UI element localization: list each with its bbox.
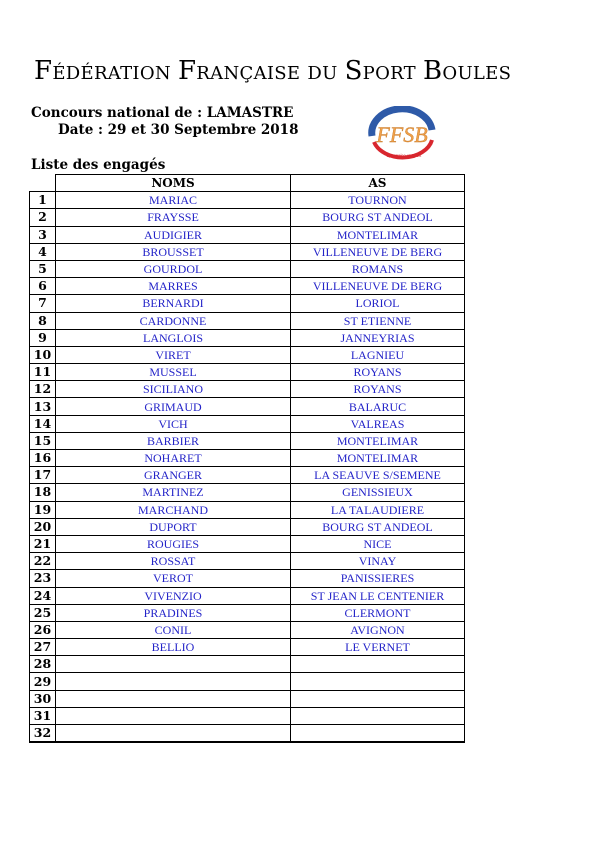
cell-nom: VIVENZIO [56,587,291,604]
cell-nom [56,673,291,690]
table-row [30,381,465,398]
cell-as [291,725,465,743]
cell-as: VILLENEUVE DE BERG [291,278,465,295]
cell-as: TOURNON [291,192,465,209]
table-row [30,707,465,724]
table-row [30,450,465,467]
row-number: 5 [30,260,56,277]
table-row [30,501,465,518]
row-number: 25 [30,604,56,621]
table-row [30,553,465,570]
row-number: 31 [30,707,56,724]
row-number: 14 [30,415,56,432]
row-number: 19 [30,501,56,518]
cell-nom: BARBIER [56,432,291,449]
table-row [30,656,465,673]
logo-top-text: Boule [395,114,409,120]
cell-as: CLERMONT [291,604,465,621]
table-row [30,690,465,707]
row-number: 22 [30,553,56,570]
cell-as: MONTELIMAR [291,450,465,467]
row-number: 6 [30,278,56,295]
table-row [30,639,465,656]
table-row [30,673,465,690]
cell-nom: ROSSAT [56,553,291,570]
table-row [30,192,465,209]
table-row [30,570,465,587]
cell-as [291,673,465,690]
table-row [30,226,465,243]
cell-nom: GRANGER [56,467,291,484]
cell-nom: BROUSSET [56,243,291,260]
entries-table [29,174,465,743]
row-number: 23 [30,570,56,587]
column-header-as: AS [291,175,465,192]
cell-as [291,707,465,724]
row-number: 17 [30,467,56,484]
row-number: 26 [30,621,56,638]
federation-title [34,56,518,86]
row-number: 24 [30,587,56,604]
table-row [30,364,465,381]
title-word: Sport [344,56,416,86]
date-label: Date : 29 et 30 Septembre 2018 [58,122,299,138]
row-number: 32 [30,725,56,743]
row-number: 3 [30,226,56,243]
cell-nom: VIRET [56,346,291,363]
cell-nom: MARIAC [56,192,291,209]
table-row [30,295,465,312]
row-number: 21 [30,535,56,552]
cell-as: ROYANS [291,364,465,381]
table-row [30,621,465,638]
table-row [30,243,465,260]
cell-nom: VICH [56,415,291,432]
cell-nom: GOURDOL [56,260,291,277]
cell-nom: CONIL [56,621,291,638]
cell-nom: AUDIGIER [56,226,291,243]
row-number: 10 [30,346,56,363]
table-row [30,467,465,484]
logo-letters: FFSB [376,122,428,147]
table-row [30,398,465,415]
cell-as: NICE [291,535,465,552]
row-number: 15 [30,432,56,449]
cell-as: LORIOL [291,295,465,312]
table-row [30,346,465,363]
row-number: 7 [30,295,56,312]
row-number: 13 [30,398,56,415]
cell-nom: CARDONNE [56,312,291,329]
cell-nom: SICILIANO [56,381,291,398]
contest-label: Concours national de : LAMASTRE [31,105,294,121]
table-body [30,192,465,743]
title-word: du [307,56,338,86]
row-number: 4 [30,243,56,260]
cell-as: JANNEYRIAS [291,329,465,346]
cell-nom [56,690,291,707]
cell-as: LA SEAUVE S/SEMENE [291,467,465,484]
row-number: 28 [30,656,56,673]
cell-as: GENISSIEUX [291,484,465,501]
ffsb-logo [364,106,440,164]
table-row [30,260,465,277]
table-row [30,604,465,621]
cell-as: LE VERNET [291,639,465,656]
table-row [30,415,465,432]
cell-as: VILLENEUVE DE BERG [291,243,465,260]
cell-nom: PRADINES [56,604,291,621]
cell-as: BOURG ST ANDEOL [291,518,465,535]
cell-as: ROYANS [291,381,465,398]
list-label: Liste des engagés [31,157,166,173]
cell-nom: VEROT [56,570,291,587]
cell-as: VALREAS [291,415,465,432]
cell-nom [56,656,291,673]
row-number: 30 [30,690,56,707]
cell-nom: MARRES [56,278,291,295]
column-header-noms: NOMS [56,175,291,192]
header-blank-cell [30,175,56,192]
title-word: Française [177,56,301,86]
cell-nom: MUSSEL [56,364,291,381]
row-number: 1 [30,192,56,209]
cell-as: MONTELIMAR [291,226,465,243]
cell-nom: DUPORT [56,518,291,535]
cell-nom: NOHARET [56,450,291,467]
cell-as: ST ETIENNE [291,312,465,329]
table-row [30,518,465,535]
cell-as: PANISSIERES [291,570,465,587]
cell-nom [56,707,291,724]
cell-nom: LANGLOIS [56,329,291,346]
table-row [30,278,465,295]
table-row [30,535,465,552]
cell-as: VINAY [291,553,465,570]
cell-as: AVIGNON [291,621,465,638]
table-header-row [30,175,465,192]
row-number: 27 [30,639,56,656]
cell-nom: BELLIO [56,639,291,656]
row-number: 18 [30,484,56,501]
table-row [30,312,465,329]
cell-as: MONTELIMAR [291,432,465,449]
cell-as: ROMANS [291,260,465,277]
title-word: Fédération [34,56,171,86]
row-number: 12 [30,381,56,398]
row-number: 20 [30,518,56,535]
cell-nom: FRAYSSE [56,209,291,226]
cell-as: BOURG ST ANDEOL [291,209,465,226]
cell-as: ST JEAN LE CENTENIER [291,587,465,604]
cell-as: LA TALAUDIERE [291,501,465,518]
row-number: 11 [30,364,56,381]
row-number: 29 [30,673,56,690]
title-word: Boules [422,56,512,86]
cell-nom: GRIMAUD [56,398,291,415]
row-number: 9 [30,329,56,346]
cell-as [291,656,465,673]
table-row [30,329,465,346]
cell-nom: MARCHAND [56,501,291,518]
table-row [30,587,465,604]
cell-as: LAGNIEU [291,346,465,363]
table-row [30,484,465,501]
cell-nom: MARTINEZ [56,484,291,501]
logo-bottom-text: Lyonnaise et Sport [386,153,422,158]
row-number: 16 [30,450,56,467]
table-row [30,725,465,743]
cell-nom: ROUGIES [56,535,291,552]
row-number: 8 [30,312,56,329]
table-row [30,209,465,226]
cell-as: BALARUC [291,398,465,415]
cell-as [291,690,465,707]
cell-nom: BERNARDI [56,295,291,312]
cell-nom [56,725,291,743]
row-number: 2 [30,209,56,226]
table-row [30,432,465,449]
